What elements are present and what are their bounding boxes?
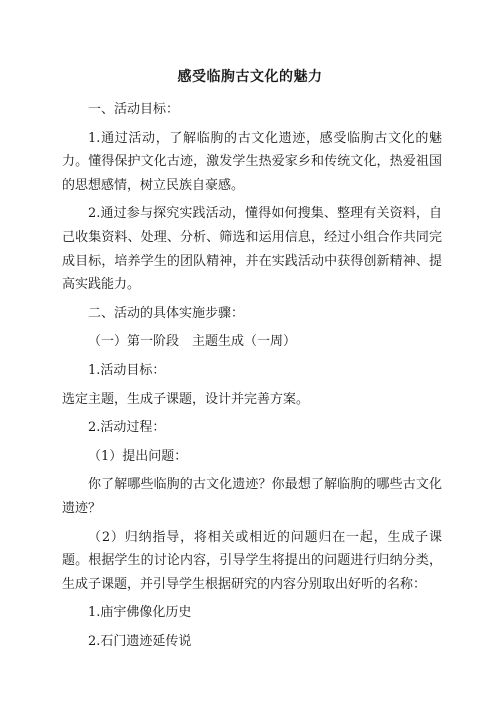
paragraph: 选定主题，生成子课题，设计并完善方案。 xyxy=(62,391,310,407)
paragraph: 1.庙宇佛像化历史 xyxy=(88,605,192,621)
paragraph: 二、活动的具体实施步骤： xyxy=(88,305,245,321)
paragraph: （2）归纳指导，将相关或相近的问题归在一起，生成子课题。根据学生的讨论内容，引导学生将提出的问题进行归纳分类，生成子课题，并引导学生根据研究的内容分别取出好听的名称： xyxy=(62,529,442,592)
paragraph: 你了解哪些临朐的古文化遗迹？你最想了解临朐的哪些古文化遗迹？ xyxy=(62,477,442,516)
paragraph: 一、活动目标： xyxy=(88,102,180,117)
document-body xyxy=(62,98,442,658)
paragraph: 2.通过参与探究实践活动，懂得如何搜集、整理有关资料，自己收集资料、处理、分析、筛选和运用信息，经过小组合作共同完成目标，培养学生的团队精神，并在实践活动中获得创新精神、提高实践能力。 xyxy=(62,206,442,293)
document-title: 感受临朐古文化的魅力 xyxy=(177,69,323,85)
paragraph: 1.通过活动，了解临朐的古文化遗迹，感受临朐古文化的魅力。懂得保护文化古迹，激发学生热爱家乡和传统文化，热爱祖国的思想感情，树立民族自豪感。 xyxy=(62,130,442,193)
paragraph: 2.活动过程： xyxy=(88,420,166,436)
paragraph: （1）提出问题： xyxy=(88,448,188,464)
paragraph: 2.石门遗迹延传说 xyxy=(88,633,192,649)
paragraph: （一）第一阶段 主题生成（一周） xyxy=(88,334,297,350)
paragraph: 1.活动目标： xyxy=(88,362,166,378)
